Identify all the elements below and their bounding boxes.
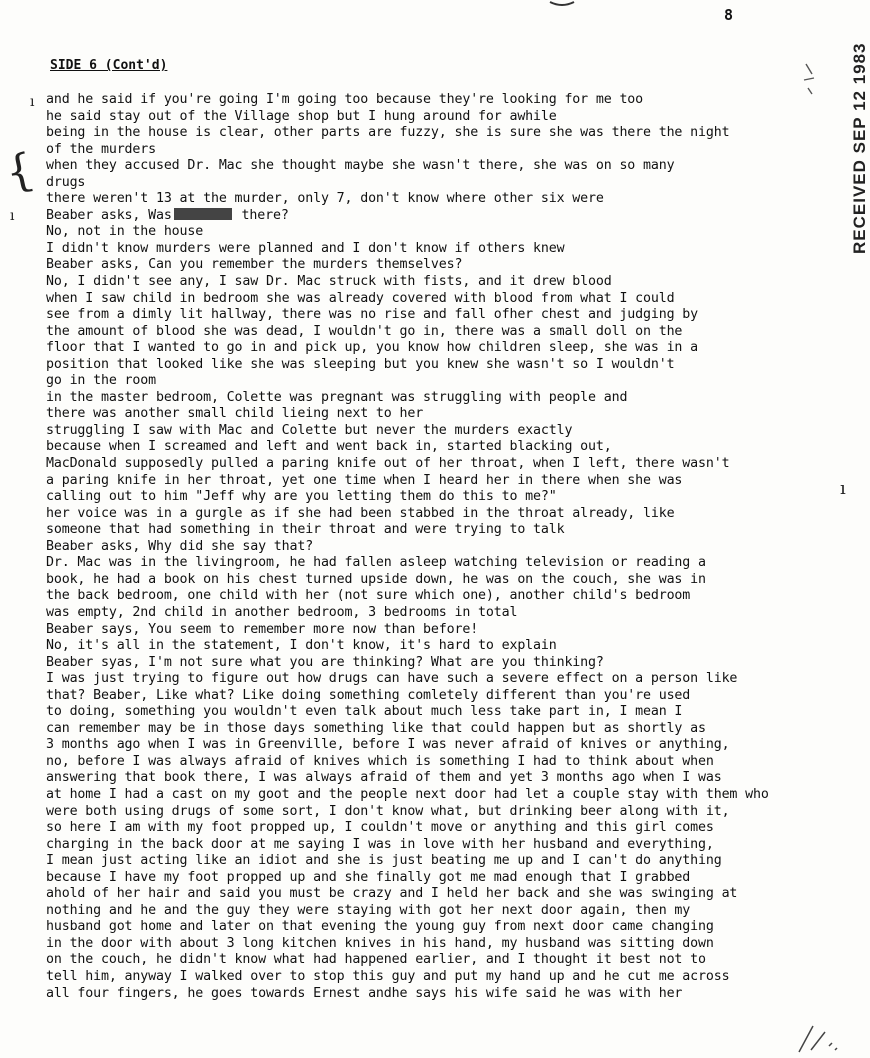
transcript-line-text: Dr. Mac was in the livingroom, he had fallen asleep watching television or reading a: [46, 555, 706, 571]
transcript-line-text: her voice was in a gurgle as if she had been stabbed in the throat already, like: [46, 505, 675, 521]
transcript-line-text: all four fingers, he goes towards Ernest andhe says his wife said he was with her: [46, 985, 683, 1001]
transcript-line-text: No, not in the house: [46, 224, 204, 240]
transcript-line: [46, 688, 838, 705]
transcript-line-text: answering that book there, I was always afraid of them and yet 3 months ago when I was: [46, 770, 722, 786]
transcript-line-text: at home I had a cast on my goot and the people next door had let a couple stay with them who: [46, 786, 769, 802]
transcript-line: [46, 241, 838, 258]
transcript-line: [46, 158, 838, 175]
transcript-line: [46, 605, 838, 622]
transcript-line: [46, 986, 838, 1003]
transcript-line: [46, 952, 838, 969]
transcript-line: [46, 274, 838, 291]
transcript-line: [46, 804, 838, 821]
transcript-line: [46, 754, 838, 771]
transcript-line: [46, 903, 838, 920]
transcript-line-text: when I saw child in bedroom she was already covered with blood from what I could: [46, 290, 675, 306]
transcript-line: [46, 539, 838, 556]
transcript-line-text: I was just trying to figure out how drugs can have such a severe effect on a person like: [46, 671, 738, 687]
transcript-line: [46, 820, 838, 837]
transcript-line-text: being in the house is clear, other parts are fuzzy, she is sure she was there the night: [46, 125, 730, 141]
transcript-line: [46, 969, 838, 986]
transcript-line: [46, 770, 838, 787]
transcript-line: [46, 886, 838, 903]
transcript-line: [46, 588, 838, 605]
transcript-line: [46, 390, 838, 407]
transcript-line-text: calling out to him "Jeff why are you letting them do this to me?": [46, 489, 557, 505]
transcript-line: [46, 423, 838, 440]
transcript-line: [46, 291, 838, 308]
redaction-bar: [174, 208, 232, 220]
transcript-line: [46, 307, 838, 324]
transcript-line: [46, 671, 838, 688]
transcript-line-text: that? Beaber, Like what? Like doing something comletely different than you're used: [46, 687, 691, 703]
page-number: 8: [724, 6, 734, 24]
transcript-line-text: because I have my foot propped up and she finally got me mad enough that I grabbed: [46, 869, 691, 885]
transcript-line-text: Beaber syas, I'm not sure what you are thinking? What are you thinking?: [46, 654, 604, 670]
transcript-line-text: No, it's all in the statement, I don't know, it's hard to explain: [46, 638, 557, 654]
transcript-line: [46, 555, 838, 572]
transcript-line-text: Beaber asks, Why did she say that?: [46, 538, 314, 554]
transcript-line: [46, 721, 838, 738]
transcript-line: [46, 853, 838, 870]
transcript-line: [46, 489, 838, 506]
transcript-line-text: tell him, anyway I walked over to stop this guy and put my hand up and he cut me across: [46, 968, 730, 984]
transcript-line: [46, 737, 838, 754]
received-stamp-text: RECEIVED SEP 12 1983: [850, 42, 869, 254]
transcript-line-text: were both using drugs of some sort, I don't know what, but drinking beer along with it,: [46, 803, 730, 819]
margin-bracket-mark: {: [0, 143, 39, 200]
transcript-line-text: the amount of blood she was dead, I wouldn't go in, there was a small doll on the: [46, 323, 683, 339]
transcript-line-text: see from a dimly lit hallway, there was no rise and fall ofher chest and judging by: [46, 307, 698, 323]
transcript-line-text: drugs: [46, 174, 86, 190]
transcript-line: [46, 787, 838, 804]
transcript-line-text: position that looked like she was sleeping but you knew she wasn't so I wouldn't: [46, 356, 675, 372]
transcript-line: [46, 506, 838, 523]
transcript-line-text: to doing, something you wouldn't even talk about much less take part in, I mean I: [46, 704, 683, 720]
transcript-line: [46, 522, 838, 539]
transcript-line: [46, 572, 838, 589]
transcript-line-text: he said stay out of the Village shop but I hung around for awhile: [46, 108, 557, 124]
transcript-line-text: on the couch, he didn't know what had happened earlier, and I thought it best not to: [46, 952, 706, 968]
transcript-line-text: husband got home and later on that evening the young guy from next door came changing: [46, 919, 714, 935]
transcript-line-text: a paring knife in her throat, yet one time when I heard her in there when she was: [46, 472, 683, 488]
transcript-line-text: charging in the back door at me saying I was in love with her husband and everything,: [46, 836, 714, 852]
transcript-line: [46, 704, 838, 721]
transcript-line-text: there weren't 13 at the murder, only 7, don't know where other six were: [46, 191, 604, 207]
transcript-line: [46, 109, 838, 126]
transcript-line-text: Beaber asks, Was: [46, 207, 172, 223]
transcript-line-text: nothing and he and the guy they were staying with got her next door again, then my: [46, 902, 691, 918]
transcript-line-text: because when I screamed and left and went back in, started blacking out,: [46, 439, 612, 455]
transcript-line-text: floor that I wanted to go in and pick up, you know how children sleep, she was in a: [46, 340, 698, 356]
transcript-line-text: someone that had something in their throat and were trying to talk: [46, 522, 565, 538]
transcript-line: [46, 622, 838, 639]
transcript-line: [46, 257, 838, 274]
transcript-line: [46, 340, 838, 357]
transcript-line-text: so here I am with my foot propped up, I couldn't move or anything and this girl comes: [46, 820, 714, 836]
transcript-line: [46, 919, 838, 936]
transcript-line-text: 3 months ago when I was in Greenville, before I was never afraid of knives or anything,: [46, 737, 730, 753]
transcript-line-text: in the master bedroom, Colette was pregnant was struggling with people and: [46, 389, 628, 405]
transcript-line-text: Beaber says, You seem to remember more now than before!: [46, 621, 479, 637]
transcript-line: [46, 142, 838, 159]
transcript-line-text: can remember may be in those days something like that could happen but as shortly as: [46, 720, 706, 736]
transcript-line-text: Beaber asks, Can you remember the murders themselves?: [46, 257, 463, 273]
transcript-line-text: I didn't know murders were planned and I don't know if others knew: [46, 240, 565, 256]
margin-tick-mark: ı: [840, 478, 846, 499]
transcript-body: [46, 92, 838, 1002]
transcript-line-text: I mean just acting like an idiot and she is just beating me up and I can't do anything: [46, 853, 722, 869]
transcript-line-text: of the murders: [46, 141, 156, 157]
scan-speck-icon: [548, 0, 578, 10]
transcript-line: [46, 324, 838, 341]
transcript-line: [46, 92, 838, 109]
scan-speck-icon: [795, 1020, 845, 1056]
transcript-line: [46, 125, 838, 142]
transcript-line-text: No, I didn't see any, I saw Dr. Mac struck with fists, and it drew blood: [46, 274, 612, 290]
transcript-line: [46, 638, 838, 655]
margin-tick-mark: ı: [30, 94, 35, 110]
section-header: SIDE 6 (Cont'd): [50, 58, 168, 73]
transcript-line: [46, 373, 838, 390]
transcript-line-text: when they accused Dr. Mac she thought maybe she wasn't there, she was on so many: [46, 158, 675, 174]
margin-tick-mark: ı: [10, 208, 15, 224]
transcript-line: [46, 224, 838, 241]
transcript-line-text: there?: [233, 207, 289, 223]
transcript-line-text: was empty, 2nd child in another bedroom, 3 bedrooms in total: [46, 604, 518, 620]
transcript-line: [46, 936, 838, 953]
transcript-line-text: in the door with about 3 long kitchen knives in his hand, my husband was sitting down: [46, 935, 714, 951]
transcript-line: [46, 456, 838, 473]
transcript-line-text: book, he had a book on his chest turned upside down, he was on the couch, she was in: [46, 571, 706, 587]
transcript-line-text: the back bedroom, one child with her (not sure which one), another child's bedroom: [46, 588, 691, 604]
transcript-line-text: go in the room: [46, 373, 156, 389]
transcript-line-text: ahold of her hair and said you must be crazy and I held her back and she was swinging at: [46, 886, 738, 902]
transcript-line: [46, 191, 838, 208]
transcript-line-text: MacDonald supposedly pulled a paring knife out of her throat, when I left, there wasn't: [46, 456, 730, 472]
transcript-line-text: struggling I saw with Mac and Colette but never the murders exactly: [46, 422, 573, 438]
transcript-line: [46, 870, 838, 887]
transcript-line: [46, 208, 838, 225]
transcript-line-text: no, before I was always afraid of knives which is something I had to think about when: [46, 753, 714, 769]
transcript-line: [46, 357, 838, 374]
transcript-line: [46, 406, 838, 423]
transcript-line: [46, 655, 838, 672]
transcript-line: [46, 473, 838, 490]
transcript-line-text: and he said if you're going I'm going too because they're looking for me too: [46, 92, 644, 107]
transcript-line: [46, 439, 838, 456]
transcript-line: [46, 837, 838, 854]
transcript-line: [46, 175, 838, 192]
transcript-line-text: there was another small child lieing next to her: [46, 406, 424, 422]
